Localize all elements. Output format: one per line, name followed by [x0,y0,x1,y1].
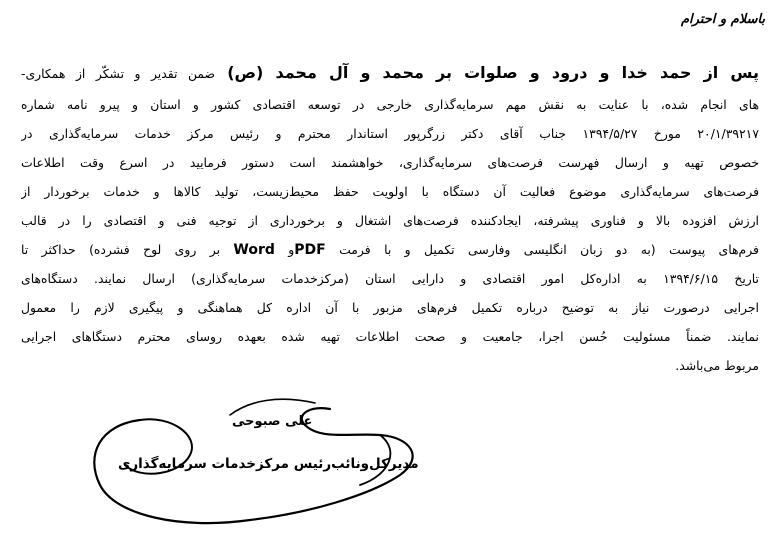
body-line-3: خصوص تهیه و ارسال فهرست فرصت‌های سرمایه‌گذاری، خواهشمند است دستور فرمایید در اسرع وقت اطلاعات [21,155,759,170]
signer-title: مدیرکل‌ونائب‌رئیس مرکزخدمات سرمایه‌گذاری [118,456,419,472]
body-line-6 [21,235,759,264]
body-line-7: تاریخ ۱۳۹۴/۶/۱۵ به اداره‌کل امور اقتصادی و دارایی استان (مرکزخدمات سرمایه‌گذاری) ارسال نمایند. دستگاه‌های [21,271,759,286]
opening-rest: ضمن تقدیر و تشکّر از همکاری- [21,66,216,81]
opening-bold: پس از حمد خدا و درود و صلوات بر محمد و آل محمد (ص) [227,63,759,82]
body-line-4: فرصت‌های سرمایه‌گذاری موضوع فعالیت آن دستگاه با اولویت حفظ محیط‌زیست، تولید کالاها و خدمات برخوردار از [21,184,759,199]
body-line-2: ۲۰/۱/۳۹۲۱۷ مورخ ۱۳۹۴/۵/۲۷ جناب آقای دکتر زرگرپور استاندار محترم و رئیس مرکز خدمات سرمایه‌گذاری در [21,126,759,141]
body-line-9: نمایند. ضمناً مسئولیت حُسن اجرا، جامعیت و صحت اطلاعات تهیه شده بعهده روسای محترم دستگاهای اجرایی [21,329,759,344]
body-line-5: ارزش افزوده بالا و فناوری پیشرفته، ایجادکننده فرصت‌های اشتغال و برخورداری از توجیه فنی و اقتصادی را در قالب [21,213,759,228]
salutation: باسلام و احترام [680,12,765,27]
letter-body [21,56,759,380]
body-line-10: مربوط می‌باشد. [675,358,759,373]
format-pdf: PDF [294,242,326,258]
signer-name: علی صبوحی [232,414,313,429]
format-text-start: فرم‌های پیوست (به دو زبان انگلیسی وفارسی تکمیل و با فرمت [325,242,759,257]
body-line-1: های انجام شده، با عنایت به نقش مهم سرمایه‌گذاری خارجی در توسعه اقتصادی کشور و استان و پیرو نامه شماره [21,97,759,112]
body-line-8: اجرایی درصورت نیاز به توضیح درباره تکمیل فرم‌های مزبور با آن اداره کل هماهنگی و پیگیری لازم را معمول [21,300,759,315]
opening-line [21,56,759,90]
format-word: Word [233,242,275,258]
format-and: و [288,242,295,257]
format-text-end: بر روی لوح فشرده) حداکثر تا [21,242,234,257]
